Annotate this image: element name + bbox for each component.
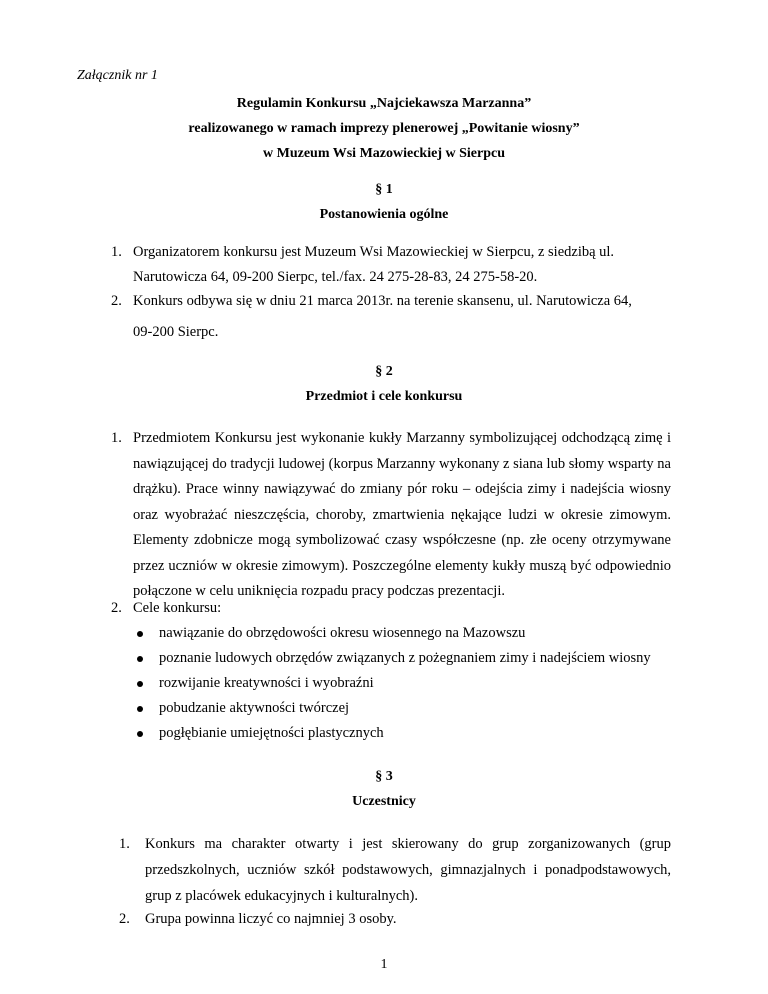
section-1-item-2 — [111, 289, 671, 345]
section-2-item-1 — [111, 426, 671, 605]
goal-text: pogłębianie umiejętności plastycznych — [159, 725, 384, 741]
item-text: Przedmiotem Konkursu jest wykonanie kukły Marzanny symbolizującej odchodzącą zimę i nawiązującej do tradycji ludowej (korpus Marzanny wykonany z siana lub słomy wsparty na drążku). Prace winny nawiązywać do zmiany pór roku – odejścia zimy i nadejścia wiosny oraz wyobrażać nieszczęścia, choroby, zmartwienia nękające ludzi w okresie zimowym. Elementy zdobnicze mogą symbolizować czasy współczesne (np. złe oceny otrzymywane przez uczniów w okresie zimowym). Poszczególne elementy kukły muszą być odpowiednio połączone w celu uniknięcia rozpadu pracy podczas prezentacji. — [133, 430, 671, 599]
item-text-line-2: 09-200 Sierpc. — [133, 324, 219, 340]
bullet-icon — [137, 681, 143, 687]
item-number: 2. — [111, 600, 122, 616]
section-3-heading: Uczestnicy — [352, 794, 416, 809]
item-text: Konkurs ma charakter otwarty i jest skierowany do grup zorganizowanych (grup przedszkolnych, uczniów szkół podstawowych, gimnazjalnych i ponadpodstawowych, grup z placówek edukacyjnych i kulturalnych). — [145, 836, 671, 904]
goal-text: rozwijanie kreatywności i wyobraźni — [159, 675, 374, 691]
bullet-icon — [137, 706, 143, 712]
item-text-line-1: Konkurs odbywa się w dniu 21 marca 2013r. na terenie skansenu, ul. Narutowicza 64, — [133, 293, 632, 309]
section-1-item-1 — [111, 240, 671, 290]
section-1-number: § 1 — [375, 182, 393, 197]
title-line-2: realizowanego w ramach imprezy plenerowej „Powitanie wiosny” — [188, 121, 580, 136]
item-number: 2. — [111, 293, 122, 309]
goal-text: poznanie ludowych obrzędów związanych z pożegnaniem zimy i nadejściem wiosny — [159, 650, 651, 666]
item-text: Grupa powinna liczyć co najmniej 3 osoby. — [145, 911, 397, 927]
item-text: Cele konkursu: — [133, 600, 222, 616]
section-2-number: § 2 — [375, 364, 393, 379]
bullet-icon — [137, 656, 143, 662]
bullet-icon — [137, 731, 143, 737]
item-number: 1. — [119, 836, 130, 852]
item-number: 2. — [119, 911, 130, 927]
bullet-icon — [137, 631, 143, 637]
section-3-item-1 — [111, 831, 671, 909]
section-3-item-2 — [111, 906, 671, 932]
goal-text: pobudzanie aktywności twórczej — [159, 700, 350, 716]
page-number: 1 — [380, 957, 388, 972]
annex-label: Załącznik nr 1 — [77, 68, 158, 83]
section-2-heading: Przedmiot i cele konkursu — [305, 389, 463, 404]
goal-text: nawiązanie do obrzędowości okresu wiosennego na Mazowszu — [159, 625, 526, 641]
item-number: 1. — [111, 430, 122, 446]
section-2-item-2 — [111, 596, 671, 621]
section-1-heading: Postanowienia ogólne — [319, 207, 449, 222]
item-number: 1. — [111, 244, 122, 260]
section-3-number: § 3 — [375, 769, 393, 784]
title-line-3: w Muzeum Wsi Mazowieckiej w Sierpcu — [263, 146, 505, 161]
title-line-1: Regulamin Konkursu „Najciekawsza Marzanna” — [236, 96, 532, 111]
item-text: Organizatorem konkursu jest Muzeum Wsi Mazowieckiej w Sierpcu, z siedzibą ul. Narutowicza 64, 09-200 Sierpc, tel./fax. 24 275-28-83, 24 275-58-20. — [133, 244, 615, 285]
